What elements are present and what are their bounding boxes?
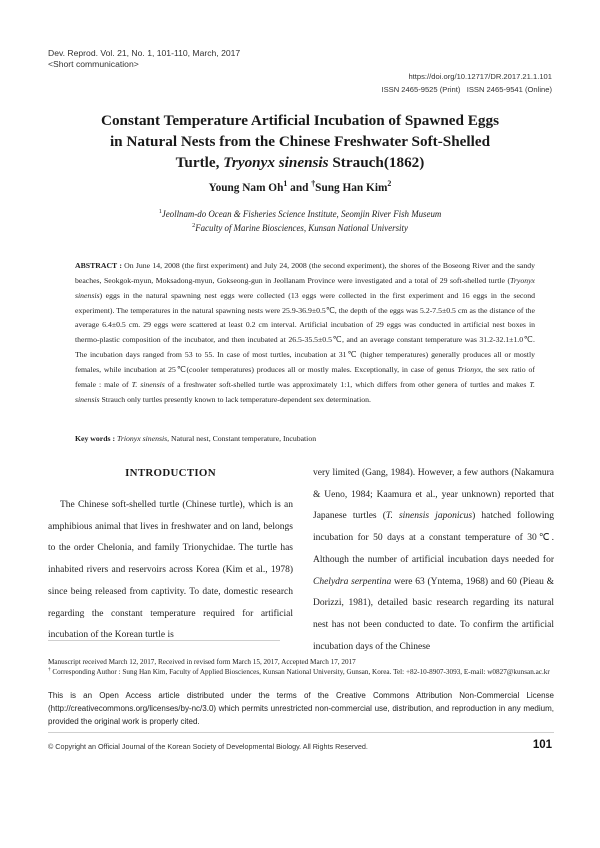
article-title [60, 110, 540, 173]
author-2-affil: 2 [387, 179, 392, 189]
page-number: 101 [532, 739, 552, 751]
affiliation-1-sup: 1 [158, 208, 162, 216]
abstract-text-4: of a freshwater soft-shelled turtle was approximately 1:1, which differs from other genera of turtles and makes [164, 379, 530, 389]
keywords-rest: Natural nest, Constant temperature, Incubation [169, 434, 317, 443]
manuscript-dates: Manuscript received March 12, 2017, Received in revised form March 15, 2017, Accepted March 17, 2017 [48, 658, 356, 666]
intro-species-1: T. sinensis japonicus [385, 511, 473, 522]
footnote-divider [48, 640, 280, 641]
abstract [75, 259, 535, 407]
intro-right-text-a: very limited (Gang, 1984). However, a few authors (Nakamura & Ueno, 1984; Kaamura et al., year unknown) reported that Japanese turtles ( [313, 468, 554, 522]
affiliation-2-text: Faculty of Marine Biosciences, Kunsan National University [195, 223, 408, 233]
title-line-3-suffix: Strauch(1862) [332, 154, 425, 171]
abstract-text-3: , the sex ratio of female : male of [75, 364, 535, 389]
copyright-notice: © Copyright an Official Journal of the Korean Society of Developmental Biology. All Rights Reserved. [48, 742, 368, 751]
abstract-label: ABSTRACT : [75, 261, 122, 270]
abstract-species-2: T. sinensis [131, 379, 165, 389]
footer-divider [48, 732, 554, 733]
author-and: and [290, 182, 309, 194]
author-1: Young Nam Oh [208, 182, 284, 194]
title-line-2: in Natural Nests from the Chinese Freshwater Soft-Shelled [109, 133, 491, 150]
doi-block [381, 70, 552, 96]
keywords-label: Key words : [75, 434, 116, 443]
intro-right-text-c: were 63 (Yntema, 1968) and 60 (Pieau & Dorizzi, 1981), detailed basic research regarding its natural nest has not been conducted to date. To confirm the artificial incubation days of the Chinese [313, 576, 554, 652]
keywords [75, 432, 535, 445]
keywords-species: Trionyx sinensis, [116, 434, 170, 443]
doi-link[interactable]: https://doi.org/10.12717/DR.2017.21.1.101 [408, 72, 552, 81]
issn-line: ISSN 2465-9525 (Print) ISSN 2465-9541 (Online) [381, 85, 552, 94]
license-statement: This is an Open Access article distributed under the terms of the Creative Commons Attribution Non-Commercial License (http://creativecommons.org/licenses/by-nc/3.0) which permits unrestricted non-commercial use, distribution, and reproduction in any medium, provided the original work is properly cited. [48, 691, 554, 726]
abstract-species-3: T. sinensis [75, 379, 535, 404]
affiliation-1-text: Jeollnam-do Ocean & Fisheries Science Institute, Seomjin River Fish Museum [161, 209, 442, 219]
author-list [60, 179, 540, 194]
abstract-species-1: Tryonyx sinensis [75, 275, 535, 300]
abstract-text-5: Strauch only turtles presently known to lack temperature-dependent sex determination. [99, 394, 371, 404]
abstract-text-2: ) eggs in the natural spawning nest eggs were collected (13 eggs were collected in the first experiment and 16 eggs in the second experiment). The temperatures in the natural spawning nests were 25.9-36.9±0.5℃, the depth of the eggs was 5.2-7.5±0.5 cm as the distance of the average 6.4±0.5 cm. 29 eggs were scattered at least 0.2 cm interval. Artificial incubation of 29 eggs was conducted in artificial nest boxes in thermo-plastic composition of the incubator, and then incubated at 26.5-35.5±0.5℃, and an average constant temperature was 31.2-32.1±1.0℃. The incubation days ranged from 53 to 55. In case of most turtles, incubation at 31℃ (higher temperatures) generally produces all or mostly females, while incubation at 25℃(cooler temperatures) produces all or mostly males. Exceptionally, in case of genus [75, 290, 535, 374]
corresponding-author-text: Corresponding Author : Sung Han Kim, Faculty of Applied Biosciences, Kunsan National University, Gunsan, Korea. Tel: +82-10-8907-3093, E-mail: w0827@kunsan.ac.kr [50, 668, 550, 676]
journal-line: Dev. Reprod. Vol. 21, No. 1, 101-110, March, 2017 [48, 48, 241, 58]
author-2: Sung Han Kim [315, 182, 388, 194]
title-line-3-prefix: Turtle, [175, 154, 220, 171]
affiliation-1 [60, 207, 540, 221]
affiliation-2 [60, 221, 540, 235]
journal-reference [48, 48, 240, 70]
title-line-3 [60, 152, 540, 173]
author-1-affil: 1 [283, 179, 288, 189]
section-heading-introduction: INTRODUCTION [125, 467, 216, 479]
article-type: <Short communication> [48, 59, 139, 69]
affiliations [60, 207, 540, 235]
corresponding-author [48, 667, 554, 677]
affiliation-2-sup: 2 [192, 222, 196, 230]
title-line-1: Constant Temperature Artificial Incubation of Spawned Eggs [100, 112, 499, 129]
intro-left-column: The Chinese soft-shelled turtle (Chinese turtle), which is an amphibious animal that lives in freshwater and on land, belongs to the order Chelonia, and family Trionychidae. The turtle has inhabited rivers and reservoirs across Korea (Kim et al., 1978) since being released from captivity. To date, domestic research regarding the constant temperature required for artificial incubation of the Korean turtle is [48, 500, 293, 641]
corresponding-footnote-mark: † [48, 667, 51, 673]
title-species: Tryonyx sinensis [223, 154, 329, 171]
intro-species-2: Chelydra serpentina [313, 576, 392, 587]
abstract-genus: Trionyx [457, 364, 482, 374]
corresponding-mark: † [311, 179, 316, 189]
intro-right-column [313, 463, 554, 658]
intro-right-text-b: ) hatched following incubation for 50 days at a constant temperature of 30℃. Although the number of artificial incubation days needed for [313, 511, 554, 565]
footnotes [48, 657, 554, 677]
abstract-text-1: On June 14, 2008 (the first experiment) and July 24, 2008 (the second experiment), the shores of the Boseong River and the sandy beaches, Seokgok-myun, Moksadong-myun, Gokseong-gun in Jeollanam Province were investigated and a total of 29 soft-shelled turtle ( [75, 261, 536, 285]
